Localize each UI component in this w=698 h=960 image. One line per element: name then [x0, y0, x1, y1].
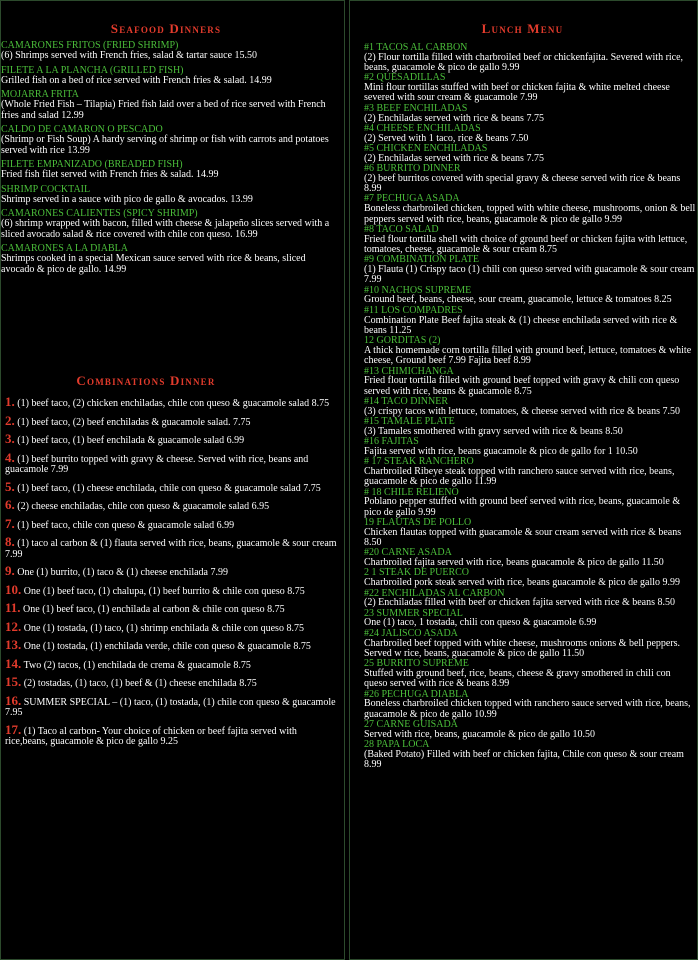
seafood-item-description: Shrimp served in a sauce with pico de gallo & avocados. 13.99	[1, 193, 253, 205]
lunch-title: Lunch Menu	[481, 21, 564, 36]
lunch-item-description: (2) Enchiladas filled with beef or chicken fajita served with rice & beans 8.50	[364, 597, 675, 609]
lunch-item	[364, 336, 696, 366]
combination-number: 11.	[5, 600, 21, 615]
lunch-item	[364, 225, 696, 255]
combination-description: (1) taco al carbon & (1) flauta served with rice, beans, guacamole & sour cream 7.99	[5, 538, 337, 560]
lunch-item-name: #15 TAMALE PLATE	[364, 415, 455, 427]
combination-description: One (1) burrito, (1) taco & (1) cheese enchilada 7.99	[17, 567, 228, 578]
seafood-item	[1, 160, 341, 181]
lunch-item	[364, 286, 696, 306]
lunch-section	[350, 21, 695, 37]
lunch-item-name: #9 COMBINATION PLATE	[364, 254, 479, 266]
seafood-item-description: Grilled fish on a bed of rice served with French fries & salad. 14.99	[1, 74, 272, 86]
lunch-item-description: (2) Enchiladas served with rice & beans 7.75	[364, 152, 544, 164]
seafood-item-name: SHRIMP COCKTAIL	[1, 183, 91, 195]
seafood-item	[1, 66, 341, 87]
lunch-item	[364, 720, 696, 740]
lunch-item-description: Charbroiled pork steak served with rice, beans guacamole & pico de gallo 9.99	[364, 577, 681, 589]
lunch-list	[364, 43, 696, 770]
lunch-item-name: #14 TACO DINNER	[364, 395, 449, 407]
lunch-item-description: A thick homemade corn tortilla filled with ground beef, lettuce, tomatoes & white cheese, Ground beef 7.99 Fajita beef 8.99	[364, 344, 692, 367]
combination-item	[5, 655, 340, 672]
lunch-item	[364, 609, 696, 629]
seafood-item-name: CAMARONES CALIENTES (SPICY SHRIMP)	[1, 208, 198, 219]
combination-number: 1.	[5, 394, 15, 409]
lunch-item	[364, 124, 696, 144]
combination-description: (1) beef taco, chile con queso & guacamole salad 6.99	[17, 519, 235, 531]
lunch-item	[364, 589, 696, 609]
lunch-item	[364, 164, 696, 194]
seafood-item-name: CAMARONES FRITOS (FRIED SHRIMP)	[1, 40, 179, 51]
lunch-item-description: Chicken flautas topped with guacamole & sour cream served with rice & beans 8.50	[364, 526, 682, 549]
lunch-item-name: #1 TACOS AL CARBON	[364, 42, 468, 53]
combination-description: (1) beef taco, (1) beef enchilada & guacamole salad 6.99	[17, 435, 245, 446]
lunch-item	[364, 488, 696, 518]
combination-number: 14.	[5, 655, 22, 671]
lunch-item-name: #22 ENCHILADAS AL CARBON	[364, 587, 505, 599]
combination-item	[5, 534, 340, 560]
combination-description: One (1) tostada, (1) enchilada verde, chile con queso & guacamole 8.75	[23, 641, 311, 652]
lunch-item	[364, 518, 696, 548]
lunch-item	[364, 367, 696, 397]
lunch-item-description: Boneless charbroiled chicken, topped with white cheese, mushrooms, onion & bell peppers served with rice, beans, guacamole & pico de gallo 9.99	[364, 203, 696, 225]
lunch-item	[364, 104, 696, 124]
lunch-item-name: #3 BEEF ENCHILADAS	[364, 102, 468, 114]
combination-description: (1) beef taco, (2) beef enchiladas & guacamole salad. 7.75	[17, 416, 251, 428]
lunch-item-name: 2 1 STEAK DE PUERCO	[364, 567, 470, 579]
lunch-item	[364, 548, 696, 568]
combination-item	[5, 692, 340, 719]
combination-number: 16.	[5, 692, 22, 708]
combination-item	[5, 581, 340, 598]
lunch-item-description: (2) beef burritos covered with special gravy & cheese served with rice & beans 8.99	[364, 172, 681, 195]
seafood-item-name: FILETE A LA PLANCHA (GRILLED FISH)	[1, 64, 184, 76]
lunch-item-description: Ground beef, beans, cheese, sour cream, guacamole, lettuce & tomatoes 8.25	[364, 294, 672, 306]
lunch-item-name: 23 SUMMER SPECIAL	[364, 607, 463, 619]
lunch-item	[364, 568, 696, 588]
lunch-item-description: (2) Flour tortilla filled with charbroiled beef or chickenfajita. Severed with rice, beans, guacamole & pico de gallo 9.99	[364, 51, 684, 74]
seafood-item-description: (Shrimp or Fish Soup) A hardy serving of shrimp or fish with carrots and potatoes served with rice 13.99	[1, 134, 329, 156]
combination-number: 17.	[5, 721, 22, 737]
lunch-item-description: Served with rice, beans, guacamole & pico de gallo 10.50	[364, 728, 596, 740]
combination-description: (2) tostadas, (1) taco, (1) beef & (1) cheese enchilada 8.75	[23, 678, 257, 689]
combination-item	[5, 394, 340, 410]
lunch-item	[364, 659, 696, 689]
seafood-item	[1, 41, 341, 62]
lunch-item	[364, 690, 696, 720]
lunch-item-description: (1) Flauta (1) Crispy taco (1) chili con queso served with guacamole & sour cream 7.99	[364, 264, 695, 286]
lunch-item-name: #16 FAJITAS	[364, 436, 419, 448]
lunch-item-name: #4 CHEESE ENCHILADAS	[364, 122, 481, 134]
seafood-list	[1, 41, 341, 279]
combination-number: 6.	[5, 497, 15, 512]
seafood-item-name: CAMARONES A LA DIABLA	[1, 243, 128, 254]
combination-item	[5, 618, 340, 635]
lunch-item	[364, 73, 696, 103]
seafood-item-description: Shrimps cooked in a special Mexican sauce served with rice & beans, sliced avocado & pico de gallo. 14.99	[1, 253, 306, 275]
combination-number: 10.	[5, 581, 22, 597]
lunch-item-name: #24 JALISCO ASADA	[364, 627, 458, 639]
lunch-item-description: Mini flour tortillas stuffed with beef or chicken fajita & white melted cheese severed with sour cream & guacamole 7.99	[364, 82, 670, 104]
combination-item	[5, 431, 340, 447]
combination-number: 15.	[5, 674, 22, 689]
lunch-item-name: # 18 CHILE RELIENO	[364, 486, 459, 498]
combinations-list	[5, 394, 340, 754]
lunch-item-name: #8 TACO SALAD	[364, 223, 439, 235]
combination-number: 7.	[5, 515, 15, 531]
seafood-item-description: (Whole Fried Fish – Tilapia) Fried fish laid over a bed of rice served with French fries and salad 12.99	[1, 99, 326, 121]
lunch-item-name: #6 BURRITO DINNER	[364, 163, 461, 175]
seafood-section	[1, 21, 331, 37]
lunch-item-description: Boneless charbroiled chicken topped with ranchero sauce served with rice, beans, guacamole & pico de gallo 10.99	[364, 698, 691, 720]
lunch-item	[364, 397, 696, 417]
lunch-item-description: Charbroiled fajita served with rice, beans guacamole & pico de gallo 11.50	[364, 557, 664, 569]
lunch-item-name: #10 NACHOS SUPREME	[364, 284, 472, 296]
lunch-item-description: (3) Tamales smothered with gravy served with rice & beans 8.50	[364, 425, 623, 437]
lunch-item-name: #11 LOS COMPADRES	[364, 304, 463, 316]
combination-item	[5, 412, 340, 429]
seafood-item	[1, 209, 341, 240]
combination-number: 12.	[5, 618, 22, 634]
lunch-item	[364, 437, 696, 457]
combination-description: (2) cheese enchiladas, chile con queso & guacamole salad 6.95	[17, 501, 270, 512]
left-menu-panel	[0, 0, 345, 960]
combination-number: 4.	[5, 449, 15, 465]
lunch-item-name: # 17 STEAK RANCHERO	[364, 456, 474, 468]
combination-number: 2.	[5, 412, 15, 428]
combination-description: One (1) tostada, (1) taco, (1) shrimp enchilada & chile con queso 8.75	[23, 622, 304, 634]
lunch-item	[364, 194, 696, 224]
lunch-item-description: Charbroiled beef topped with white cheese, mushrooms onions & bell peppers. Served w rice, beans, guacamole & pico de gallo 11.50	[364, 637, 681, 659]
lunch-item-name: 28 PAPA LOCA	[364, 738, 430, 750]
seafood-item-description: (6) Shrimps served with French fries, salad & tartar sauce 15.50	[1, 50, 258, 61]
combination-description: (1) beef taco, (1) cheese enchilada, chile con queso & guacamole salad 7.75	[17, 482, 321, 494]
combination-item	[5, 637, 340, 653]
lunch-item-description: Fried flour tortilla filled with ground beef topped with gravy & chili con queso served with rice, beans & guacamole 8.75	[364, 375, 680, 397]
seafood-item-name: FILETE EMPANIZADO (BREADED FISH)	[1, 159, 183, 170]
combination-number: 3.	[5, 431, 15, 446]
lunch-item-name: #13 CHIMICHANGA	[364, 365, 454, 377]
combination-item	[5, 497, 340, 513]
combination-item	[5, 449, 340, 476]
right-menu-panel	[349, 0, 698, 960]
lunch-item-name: #2 QUESADILLAS	[364, 72, 446, 84]
lunch-item-description: (Baked Potato) Filled with beef or chicken fajita, Chile con queso & sour cream 8.99	[364, 748, 684, 771]
seafood-item	[1, 244, 341, 275]
lunch-item-description: (2) Enchiladas served with rice & beans 7.75	[364, 112, 544, 124]
combination-description: Two (2) tacos, (1) enchilada de crema & guacamole 8.75	[23, 659, 251, 671]
lunch-item-name: 19 FLAUTAS DE POLLO	[364, 516, 472, 528]
combination-number: 8.	[5, 534, 15, 549]
seafood-title: Seafood Dinners	[110, 21, 222, 36]
combination-item	[5, 515, 340, 532]
lunch-item	[364, 43, 696, 73]
combination-description: One (1) beef taco, (1) enchilada al carbon & chile con queso 8.75	[23, 604, 285, 615]
combination-number: 9.	[5, 563, 15, 578]
lunch-item	[364, 306, 696, 336]
combination-description: (1) beef taco, (2) chicken enchiladas, chile con queso & guacamole salad 8.75	[17, 398, 330, 409]
seafood-item	[1, 185, 341, 206]
combination-item	[5, 600, 340, 616]
combinations-title: Combinations Dinner	[76, 373, 216, 388]
lunch-item-description: Poblano pepper stuffed with ground beef served with rice, beans, guacamole & pico de gallo 9.99	[364, 496, 681, 518]
combination-number: 5.	[5, 478, 15, 494]
lunch-item-name: #20 CARNE ASADA	[364, 547, 452, 559]
combinations-section	[1, 373, 291, 389]
lunch-item	[364, 740, 696, 770]
lunch-item-description: One (1) taco, 1 tostada, chili con queso & guacamole 6.99	[364, 617, 597, 629]
lunch-item-name: #26 PECHUGA DIABLA	[364, 688, 469, 700]
combination-item	[5, 563, 340, 579]
lunch-item	[364, 144, 696, 164]
lunch-item-name: #7 PECHUGA ASADA	[364, 193, 460, 205]
lunch-item	[364, 255, 696, 285]
seafood-item-name: CALDO DE CAMARON O PESCADO	[1, 124, 163, 135]
combination-item	[5, 721, 340, 748]
combination-item	[5, 478, 340, 495]
lunch-item-description: Combination Plate Beef fajita steak & (1) cheese enchilada served with rice & beans 11.25	[364, 314, 678, 336]
lunch-item	[364, 457, 696, 487]
lunch-item-name: 25 BURRITO SUPREME	[364, 658, 469, 670]
lunch-item-description: (3) crispy tacos with lettuce, tomatoes, & cheese served with rice & beans 7.50	[364, 405, 681, 417]
seafood-item-description: (6) shrimp wrapped with bacon, filled with cheese & jalapeño slices served with a sliced avocado salad & rice covered with chile con queso. 16.99	[1, 218, 330, 240]
seafood-item-name: MOJARRA FRITA	[1, 89, 79, 100]
lunch-item-name: 12 GORDITAS (2)	[364, 335, 441, 347]
seafood-item	[1, 90, 341, 121]
lunch-item-name: 27 CARNE GUISADA	[364, 718, 458, 730]
combination-number: 13.	[5, 637, 22, 652]
lunch-item-name: #5 CHICKEN ENCHILADAS	[364, 142, 488, 154]
seafood-item	[1, 125, 341, 156]
lunch-item	[364, 417, 696, 437]
combination-item	[5, 674, 340, 690]
lunch-item-description: Fajita served with rice, beans guacamole & pico de gallo for 1 10.50	[364, 445, 638, 457]
combination-description: (1) beef burrito topped with gravy & cheese. Served with rice, beans and guacamole 7.99	[5, 453, 309, 475]
combination-description: One (1) beef taco, (1) chalupa, (1) beef burrito & chile con queso 8.75	[23, 585, 305, 597]
lunch-item-description: Stuffed with ground beef, rice, beans, cheese & gravy smothered in chili con queso served with rice & beans 8.99	[364, 667, 671, 690]
lunch-item-description: Charbroiled Ribeye steak topped with ranchero sauce served with rice, beans, guacamole & pico de gallo 11.99	[364, 465, 675, 488]
lunch-item-description: (2) Served with 1 taco, rice & beans 7.50	[364, 132, 529, 144]
combination-description: (1) Taco al carbon- Your choice of chicken or beef fajita served with rice,beans, guacamole & pico de gallo 9.25	[5, 725, 297, 747]
lunch-item-description: Fried flour tortilla shell with choice of ground beef or chicken fajita with lettuce, tomatoes, cheese, guacamole & sour cream 8.75	[364, 233, 688, 255]
seafood-item-description: Fried fish filet served with French fries & salad. 14.99	[1, 169, 219, 180]
combination-description: SUMMER SPECIAL – (1) taco, (1) tostada, (1) chile con queso & guacamole 7.95	[5, 696, 336, 718]
lunch-item	[364, 629, 696, 659]
